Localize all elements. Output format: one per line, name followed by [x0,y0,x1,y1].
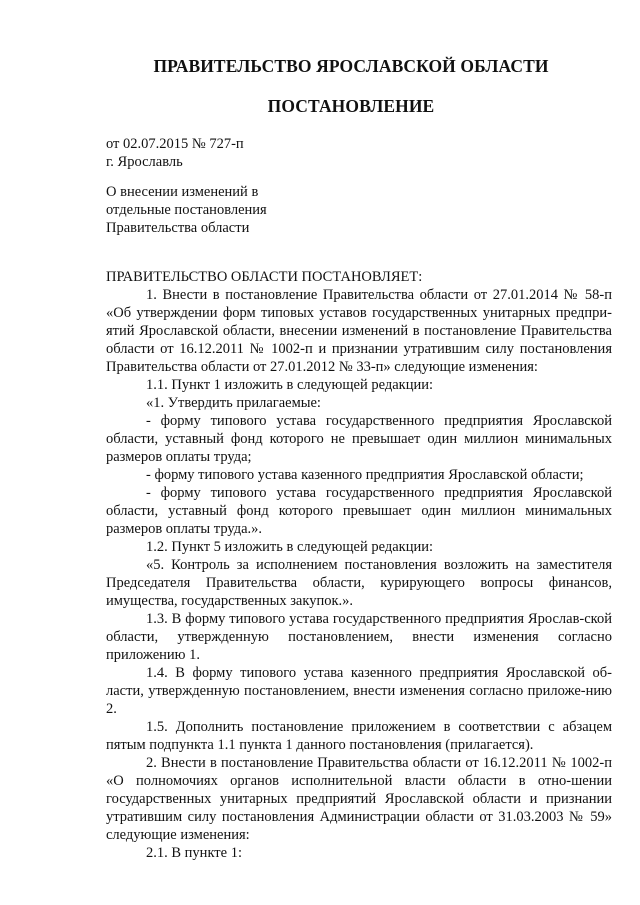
subject-line: О внесении изменений в [106,184,259,200]
date-number: от 02.07.2015 № 727-п [106,136,244,152]
document-type-title: ПОСТАНОВЛЕНИЕ [267,96,435,116]
body-paragraph: 1.5. Дополнить постановление приложением в соответствии с абзацем пятым подпункта 1.1 пункта 1 данного постановления (прилагается). [106,719,612,753]
body-paragraph: 1.3. В форму типового устава государственного предприятия Ярослав-ской области, утвержденную постановлением, внести изменения согласно приложению 1. [106,611,612,663]
body-paragraph: - форму типового устава государственного предприятия Ярославской области, уставный фонд которого превышает один миллион минимальных размеров оплаты труда.». [106,485,612,537]
body-paragraph: ПРАВИТЕЛЬСТВО ОБЛАСТИ ПОСТАНОВЛЯЕТ: [106,269,423,285]
city: г. Ярославль [106,154,183,170]
body-paragraph: 1.4. В форму типового устава казенного предприятия Ярославской об-ласти, утвержденную постановлением, внести изменения согласно приложе-нию 2. [106,665,612,717]
document-body [106,268,612,862]
body-paragraph: «1. Утвердить прилагаемые: [146,395,321,411]
body-paragraph: - форму типового устава государственного предприятия Ярославской области, уставный фонд которого не превышает один миллион минимальных размеров оплаты труда; [106,413,612,465]
body-paragraph: 2.1. В пункте 1: [146,845,242,861]
body-paragraph: 1.2. Пункт 5 изложить в следующей редакции: [146,539,434,555]
subject-line: Правительства области [106,220,250,236]
government-title: ПРАВИТЕЛЬСТВО ЯРОСЛАВСКОЙ ОБЛАСТИ [153,56,549,76]
body-paragraph: 1. Внести в постановление Правительства области от 27.01.2014 № 58-п «Об утверждении форм типовых уставов государственных унитарных предпри-ятий Ярославской области, внесении изменений в постановление Правительства области от 16.12.2011 № 1002-п и признании утратившим силу постановления Правительства области от 27.01.2012 № 33-п» следующие изменения: [106,287,612,375]
body-paragraph: - форму типового устава казенного предприятия Ярославской области; [146,467,584,483]
subject-line: отдельные постановления [106,202,267,218]
body-paragraph: 2. Внести в постановление Правительства области от 16.12.2011 № 1002-п «О полномочиях органов исполнительной власти области в отно-шении государственных унитарных предприятий Ярославской области и признании утратившим силу постановления Администрации области от 31.03.2003 № 59» следующие изменения: [106,755,612,843]
subject-block [106,183,406,237]
body-paragraph: 1.1. Пункт 1 изложить в следующей редакции: [146,377,434,393]
body-paragraph: «5. Контроль за исполнением постановления возложить на заместителя Председателя Правительства области, курирующего вопросы финансов, имущества, государственных закупок.». [106,557,612,609]
